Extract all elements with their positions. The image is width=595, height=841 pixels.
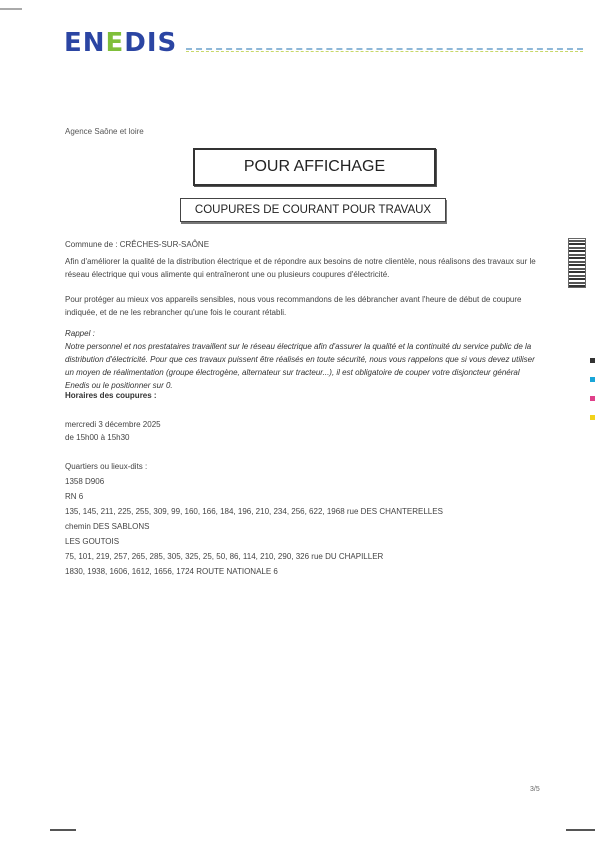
print-mark-yellow <box>590 415 595 420</box>
commune: Commune de : CRÊCHES-SUR-SAÔNE <box>65 240 210 249</box>
print-mark-black <box>590 358 595 363</box>
print-mark-cyan <box>590 377 595 382</box>
logo-part: EN <box>64 28 106 58</box>
outage-hours: de 15h00 à 15h30 <box>65 433 130 442</box>
scan-artifact <box>0 8 22 10</box>
quartiers-title: Quartiers ou lieux-dits : <box>65 462 148 471</box>
list-item: chemin DES SABLONS <box>65 522 150 531</box>
outage-date: mercredi 3 décembre 2025 <box>65 420 161 429</box>
header-divider-secondary <box>186 51 583 52</box>
agency-name: Agence Saône et loire <box>65 127 144 136</box>
horaires-title: Horaires des coupures : <box>65 391 157 400</box>
list-item: RN 6 <box>65 492 84 501</box>
logo-part: DIS <box>124 28 178 58</box>
list-item: 1358 D906 <box>65 477 105 486</box>
scan-artifact <box>50 829 76 831</box>
qr-code <box>568 238 586 288</box>
list-item: 1830, 1938, 1606, 1612, 1656, 1724 ROUTE NATIONALE 6 <box>65 567 278 576</box>
rappel-title: Rappel : <box>65 329 95 338</box>
page-title: POUR AFFICHAGE <box>193 148 436 186</box>
enedis-logo <box>64 28 177 58</box>
page-number: 3/5 <box>530 786 540 793</box>
location-list <box>65 475 543 580</box>
advice-paragraph: Pour protéger au mieux vos appareils sensibles, nous vous recommandons de les débrancher avant l'heure de début de coupure indiquée, et de ne les rebrancher qu'une fois le courant rétabli. <box>65 295 522 317</box>
list-item: LES GOUTOIS <box>65 537 120 546</box>
intro-paragraph: Afin d'améliorer la qualité de la distribution électrique et de répondre aux besoins de notre clientèle, nous réalisons des travaux sur le réseau électrique qui vous alimente qui entraîneront une ou plusieurs coupures d'électricité. <box>65 257 536 279</box>
header-divider <box>186 48 583 50</box>
rappel-text: Notre personnel et nos prestataires travaillent sur le réseau électrique afin d'assurer la qualité et la continuité du service public de la distribution d'électricité. Pour que ces travaux puissent être réalisés en toute sécurité, nous vous rappelons que si vous devez utiliser un moyen de réalimentation (groupe électrogène, alternateur sur tracteur...), il est obligatoire de couper votre disjoncteur général Enedis ou le positionner sur 0. <box>65 342 535 390</box>
logo-part-mid: E <box>105 28 125 58</box>
list-item: 75, 101, 219, 257, 265, 285, 305, 325, 25, 50, 86, 114, 210, 290, 326 rue DU CHAPILLER <box>65 552 384 561</box>
page-subtitle: COUPURES DE COURANT POUR TRAVAUX <box>180 198 446 222</box>
scan-artifact <box>566 829 595 831</box>
print-mark-magenta <box>590 396 595 401</box>
list-item: 135, 145, 211, 225, 255, 309, 99, 160, 166, 184, 196, 210, 234, 256, 622, 1968 rue DES CHANTERELLES <box>65 507 443 516</box>
